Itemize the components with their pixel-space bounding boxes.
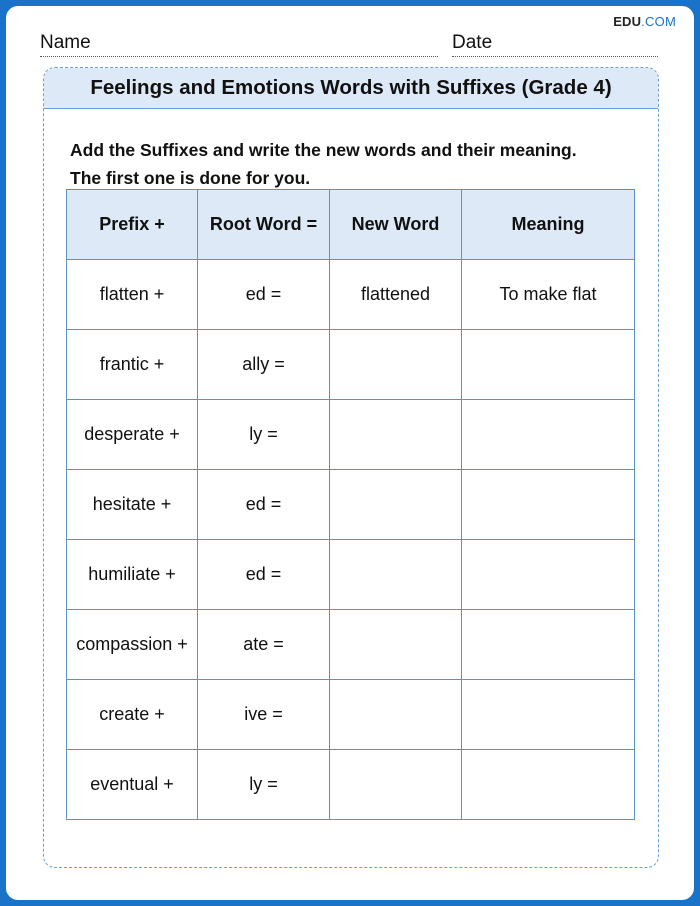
root-word-cell: ed = [198, 470, 330, 540]
root-word-cell: ed = [198, 540, 330, 610]
table-row [67, 260, 635, 330]
prefix-cell: compassion + [67, 610, 198, 680]
name-field[interactable] [40, 32, 438, 54]
meaning-cell[interactable] [462, 680, 635, 750]
brand-name: EDU [613, 14, 642, 29]
header-root-word: Root Word = [198, 190, 330, 260]
root-word-cell: ly = [198, 400, 330, 470]
table-row [67, 610, 635, 680]
table-header-row [67, 190, 635, 260]
meaning-cell[interactable]: To make flat [462, 260, 635, 330]
table-row [67, 680, 635, 750]
new-word-cell[interactable] [330, 540, 462, 610]
new-word-cell[interactable] [330, 610, 462, 680]
new-word-cell[interactable] [330, 750, 462, 820]
table-row [67, 470, 635, 540]
suffix-table [66, 189, 635, 820]
meaning-cell[interactable] [462, 610, 635, 680]
new-word-cell[interactable] [330, 400, 462, 470]
name-label: Name [40, 32, 91, 53]
meaning-cell[interactable] [462, 330, 635, 400]
table-row [67, 540, 635, 610]
instructions-line-1: Add the Suffixes and write the new words and their meaning. [70, 140, 577, 160]
prefix-cell: humiliate + [67, 540, 198, 610]
brand-logo [613, 14, 676, 29]
worksheet-page [6, 6, 694, 900]
instructions-line-2: The first one is done for you. [70, 168, 311, 188]
date-field[interactable] [452, 32, 658, 54]
table-row [67, 330, 635, 400]
prefix-cell: hesitate + [67, 470, 198, 540]
header-meaning: Meaning [462, 190, 635, 260]
root-word-cell: ate = [198, 610, 330, 680]
prefix-cell: create + [67, 680, 198, 750]
root-word-cell: ly = [198, 750, 330, 820]
table-row [67, 400, 635, 470]
worksheet-title: Feelings and Emotions Words with Suffixes (Grade 4) [44, 68, 658, 109]
brand-suffix: .COM [641, 14, 676, 29]
root-word-cell: ive = [198, 680, 330, 750]
meaning-cell[interactable] [462, 400, 635, 470]
new-word-cell[interactable] [330, 330, 462, 400]
new-word-cell[interactable]: flattened [330, 260, 462, 330]
instructions [70, 136, 670, 192]
prefix-cell: eventual + [67, 750, 198, 820]
prefix-cell: desperate + [67, 400, 198, 470]
table-row [67, 750, 635, 820]
header-prefix: Prefix + [67, 190, 198, 260]
meaning-cell[interactable] [462, 470, 635, 540]
header-new-word: New Word [330, 190, 462, 260]
prefix-cell: flatten + [67, 260, 198, 330]
date-line [452, 56, 658, 57]
prefix-cell: frantic + [67, 330, 198, 400]
name-line [40, 56, 438, 57]
date-label: Date [452, 32, 493, 53]
root-word-cell: ally = [198, 330, 330, 400]
meaning-cell[interactable] [462, 750, 635, 820]
new-word-cell[interactable] [330, 470, 462, 540]
meaning-cell[interactable] [462, 540, 635, 610]
root-word-cell: ed = [198, 260, 330, 330]
new-word-cell[interactable] [330, 680, 462, 750]
